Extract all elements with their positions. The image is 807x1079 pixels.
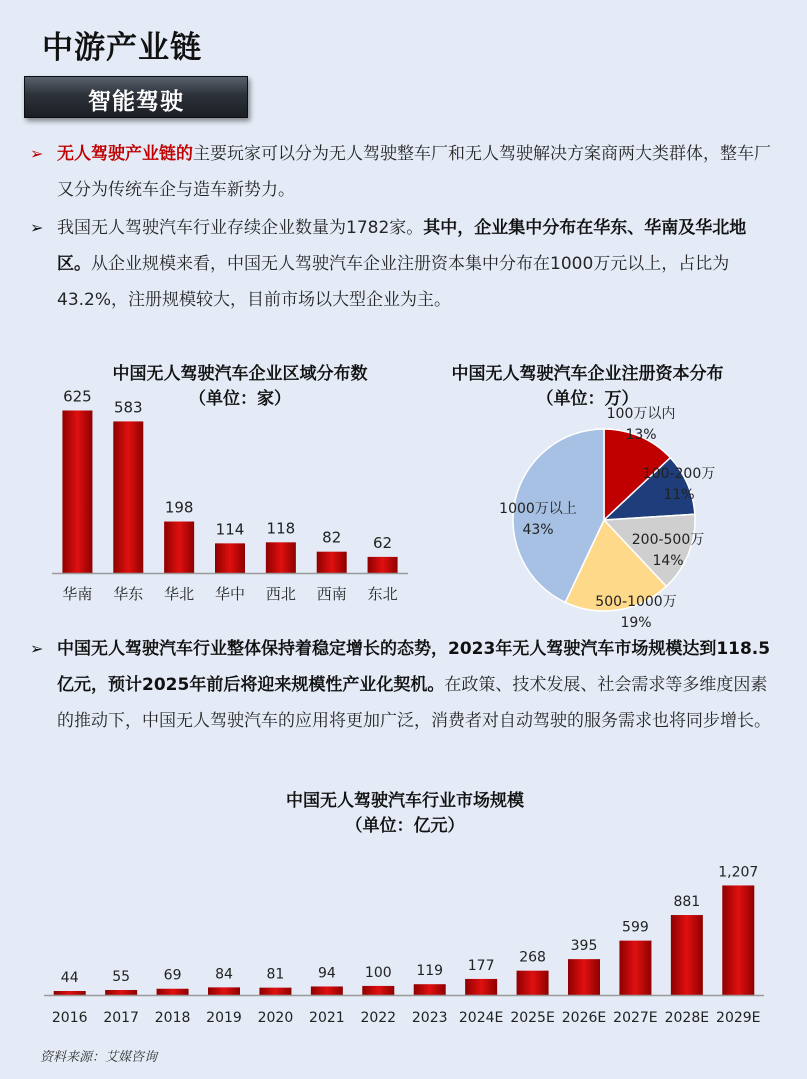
bar (317, 552, 347, 573)
category-label: 华北 (164, 585, 195, 603)
bar (164, 522, 194, 573)
data-label: 881 (673, 894, 701, 911)
category-label: 2024E (458, 1010, 504, 1026)
data-label: 268 (519, 949, 546, 966)
data-label: 69 (163, 967, 182, 984)
region-chart-title-text: 中国无人驾驶汽车企业区域分布数 (112, 364, 368, 384)
pie-percent: 13% (625, 427, 657, 443)
category-label: 2028E (664, 1010, 710, 1026)
page-title: 中游产业链 (42, 30, 202, 66)
capital-pie-chart (470, 400, 780, 630)
arrow-bullet-icon: ➢ (30, 639, 44, 658)
capital-chart-title-text: 中国无人驾驶汽车企业注册资本分布 (451, 364, 724, 384)
arrow-bullet-icon: ➢ (30, 144, 44, 163)
bar (368, 557, 398, 573)
data-label: 198 (164, 498, 194, 517)
data-label: 177 (467, 957, 495, 974)
data-label: 84 (215, 966, 233, 983)
category-label: 2019 (206, 1010, 242, 1026)
bullet-list-top (30, 136, 772, 318)
category-label: 2023 (411, 1010, 448, 1026)
market-size-bar-chart (20, 852, 790, 1037)
bar (722, 885, 754, 995)
pie-label: 100-200万 (642, 466, 716, 482)
bar (619, 941, 651, 995)
data-label: 62 (373, 533, 393, 552)
bar (259, 988, 291, 995)
market-chart-title (200, 789, 610, 839)
bar (208, 987, 240, 995)
category-label: 华东 (113, 585, 144, 603)
data-label: 1,207 (718, 864, 759, 881)
bar (266, 542, 296, 573)
category-label: 2027E (613, 1010, 658, 1026)
bar (113, 421, 143, 573)
data-label: 599 (622, 919, 649, 936)
data-label: 55 (112, 969, 131, 986)
bullet-item (30, 631, 772, 739)
bar (671, 915, 703, 995)
category-label: 2029E (716, 1010, 761, 1026)
market-chart-subtitle: （单位：亿元） (345, 816, 465, 836)
bullet-highlight: 无人驾驶产业链的 (57, 144, 193, 164)
data-label: 119 (416, 963, 444, 980)
source-note: 资料来源：艾媒咨询 (40, 1050, 158, 1065)
pie-percent: 43% (522, 522, 554, 538)
data-label: 395 (570, 938, 598, 955)
bullet-text: 从企业规模来看，中国无人驾驶汽车企业注册资本集中分布在1000万元以上，占比为43.2%，注册规模较大，目前市场以大型企业为主。 (57, 254, 730, 310)
bar (215, 543, 245, 573)
bar (157, 989, 189, 995)
category-label: 西北 (265, 585, 296, 603)
bar (568, 959, 600, 995)
data-label: 44 (60, 970, 79, 987)
pie-label: 100万以内 (606, 406, 676, 422)
bullet-text: 我国无人驾驶汽车行业存续企业数量为1782家。 (57, 218, 424, 238)
data-label: 625 (63, 387, 92, 406)
category-label: 2021 (309, 1010, 345, 1026)
data-label: 81 (266, 966, 285, 983)
data-label: 82 (322, 528, 342, 547)
data-label: 114 (215, 520, 245, 539)
bullet-text: 主要玩家可以分为无人驾驶整车厂和无人驾驶解决方案商两大类群体，整车厂又分为传统车企与造车新势力。 (57, 144, 771, 200)
section-banner-label: 智能驾驶 (88, 88, 184, 115)
data-label: 100 (364, 964, 392, 981)
bar (465, 979, 497, 995)
section-banner (24, 76, 248, 118)
category-label: 西南 (316, 585, 347, 603)
bar (311, 986, 343, 995)
data-label: 94 (317, 965, 336, 982)
category-label: 2025E (510, 1010, 555, 1026)
bullet-item (30, 210, 772, 318)
capital-chart-subtitle: （单位：万） (536, 389, 639, 409)
bar (105, 990, 137, 995)
category-label: 2020 (257, 1010, 294, 1026)
bullet-bold-text: 中国无人驾驶汽车行业整体保持着稳定增长的态势，2023年无人驾驶汽车市场规模达到118.5亿元，预计2025年前后将迎来规模性产业化契机。 (57, 639, 771, 695)
category-label: 2016 (51, 1010, 88, 1026)
bullet-item (30, 136, 772, 208)
data-label: 118 (266, 519, 296, 538)
bullet-list-bottom (30, 631, 772, 739)
category-label: 华中 (214, 585, 246, 603)
pie-percent: 19% (620, 615, 652, 631)
bullet-bold-text: 其中，企业集中分布在华东、华南及华北地区。 (57, 218, 747, 274)
category-label: 2022 (360, 1010, 397, 1026)
category-label: 2017 (103, 1010, 139, 1026)
category-label: 华南 (62, 585, 93, 603)
bar (362, 986, 394, 995)
data-label: 583 (113, 398, 143, 417)
market-chart-title-text: 中国无人驾驶汽车行业市场规模 (286, 791, 524, 811)
pie-percent: 14% (652, 553, 684, 569)
bar (517, 971, 549, 995)
pie-label: 1000万以上 (499, 501, 577, 517)
bar (54, 991, 86, 995)
pie-percent: 11% (663, 487, 695, 503)
region-chart-subtitle: （单位：家） (189, 389, 291, 409)
category-label: 2026E (561, 1010, 607, 1026)
bar (62, 411, 92, 574)
pie-label: 200-500万 (631, 532, 705, 548)
pie-label: 500-1000万 (595, 594, 677, 610)
bullet-text: 在政策、技术发展、社会需求等多维度因素的推动下，中国无人驾驶汽车的应用将更加广泛，消费者对自动驾驶的服务需求也将同步增长。 (57, 675, 771, 731)
category-label: 2018 (154, 1010, 191, 1026)
bar (414, 984, 446, 995)
arrow-bullet-icon: ➢ (30, 218, 44, 237)
category-label: 东北 (367, 585, 398, 603)
